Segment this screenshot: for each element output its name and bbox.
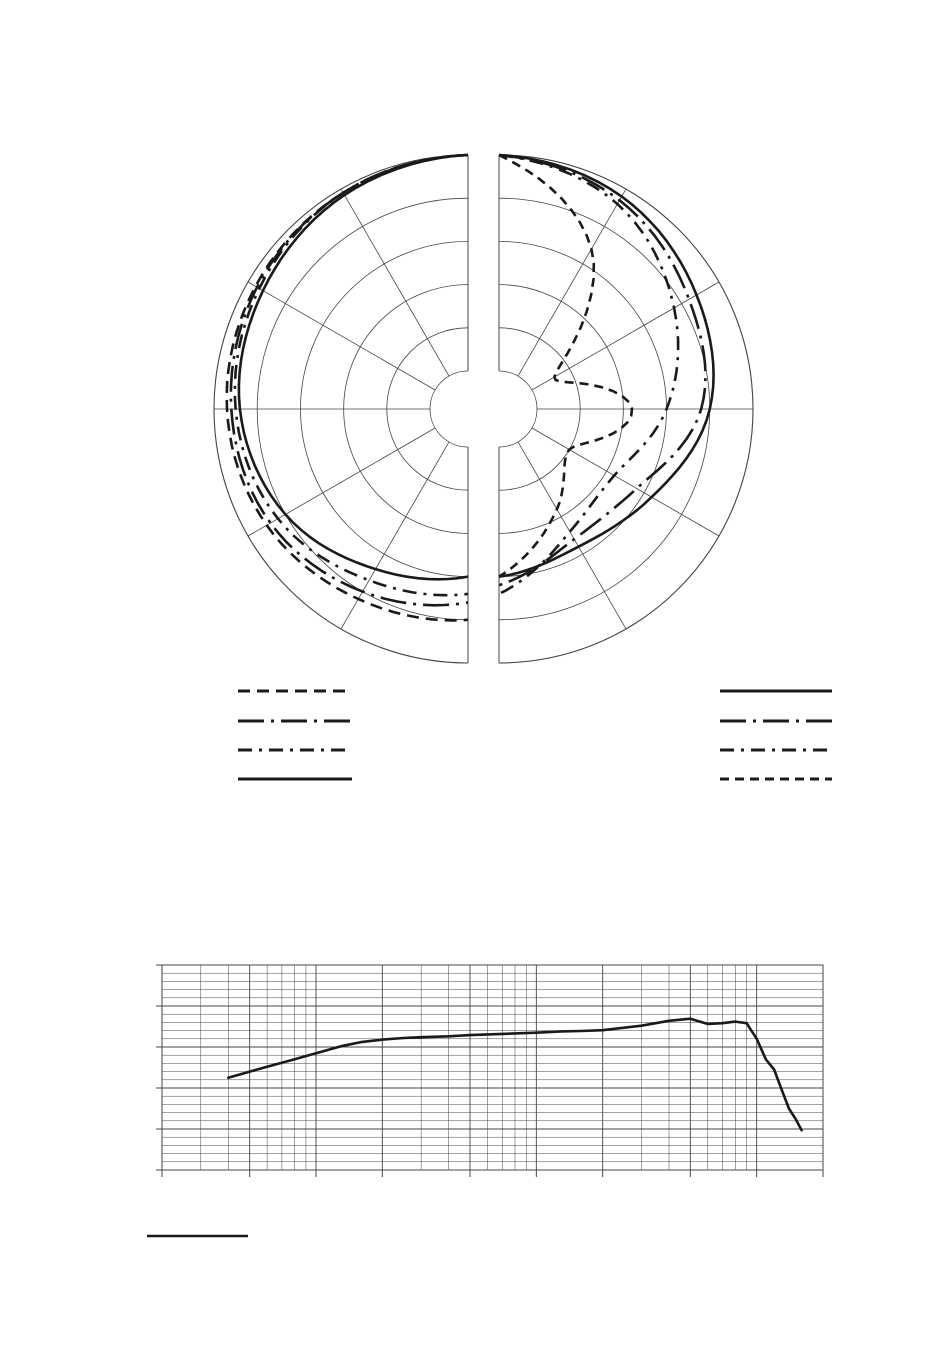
polar-ring (430, 371, 468, 447)
polar-spoke (248, 282, 435, 390)
polar-spoke (248, 428, 435, 536)
polar-ring (499, 371, 537, 447)
polar-spoke (518, 189, 626, 376)
polar-series-left-4 (239, 155, 468, 579)
frequency-response-chart (156, 965, 823, 1177)
polar-spoke (532, 282, 719, 390)
polar-series-right-4 (499, 155, 632, 577)
polar-series-left-2 (231, 155, 468, 605)
polar-legend (238, 691, 832, 779)
polar-series-right-2 (499, 155, 706, 585)
polar-pattern-chart (214, 155, 753, 663)
polar-grid-left (214, 155, 468, 663)
polar-spoke (341, 189, 449, 376)
polar-spoke (518, 442, 626, 629)
polar-grid-right (499, 155, 753, 663)
